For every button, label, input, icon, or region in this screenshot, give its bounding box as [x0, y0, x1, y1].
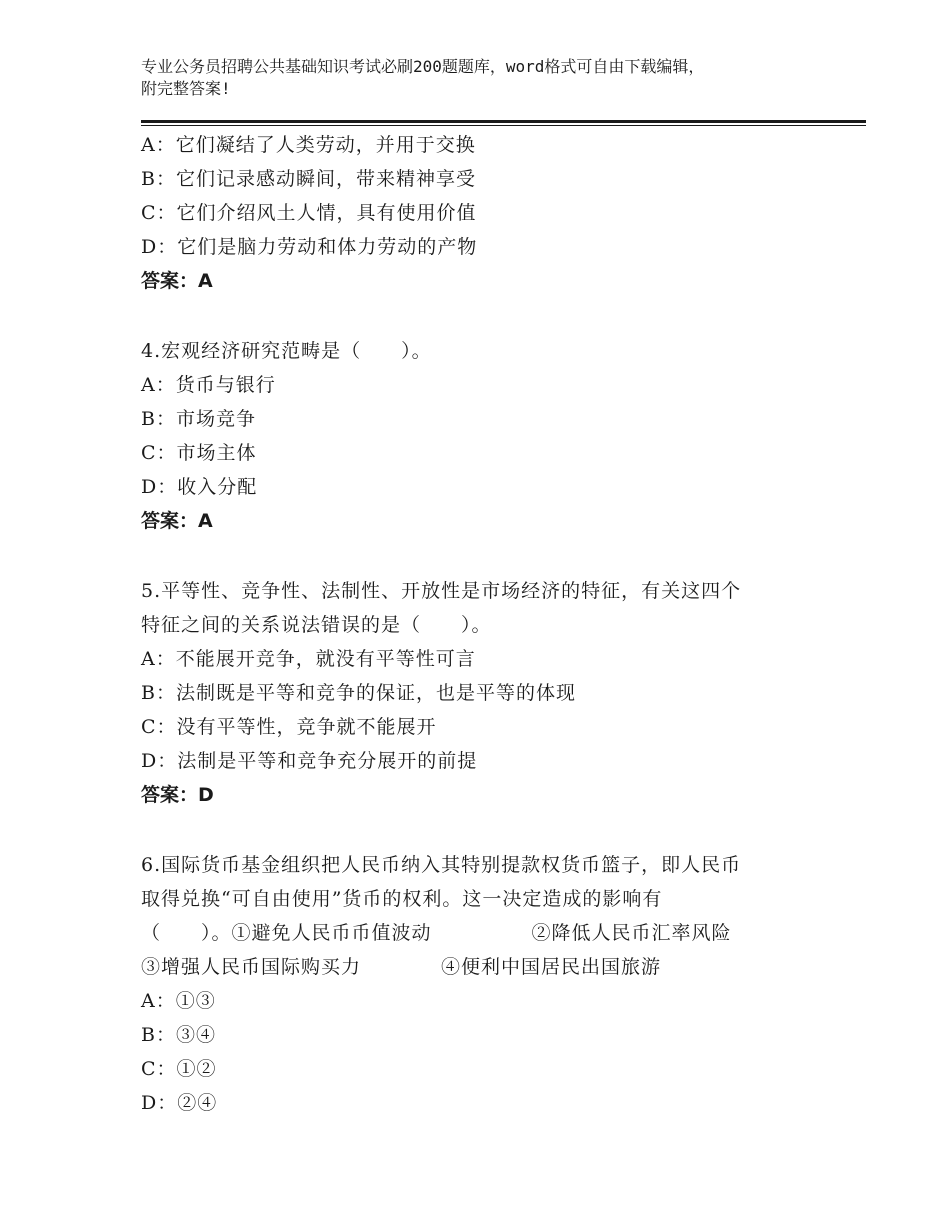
option-c: C：市场主体: [141, 442, 257, 464]
option-b: B：它们记录感动瞬间，带来精神享受: [141, 168, 476, 190]
header-divider-thick: [141, 120, 866, 123]
option-a: A：不能展开竞争，就没有平等性可言: [141, 648, 476, 670]
option-d: D：它们是脑力劳动和体力劳动的产物: [141, 236, 478, 258]
question-5: [141, 574, 821, 812]
option-c: C：①②: [141, 1058, 217, 1080]
header-line-1: 专业公务员招聘公共基础知识考试必刷200题题库，word格式可自由下载编辑，: [141, 57, 705, 76]
question-list: [141, 128, 821, 1120]
option-c: C：没有平等性，竞争就不能展开: [141, 716, 437, 738]
question-stem-line-1: 6.国际货币基金组织把人民币纳入其特别提款权货币篮子，即人民币: [141, 854, 742, 876]
question-stem-line-2: 取得兑换“可自由使用”货币的权利。这一决定造成的影响有: [141, 888, 663, 910]
option-b: B：法制既是平等和竞争的保证，也是平等的体现: [141, 682, 576, 704]
option-d: D：②④: [141, 1092, 218, 1114]
answer: 答案：D: [141, 784, 214, 806]
option-d: D：法制是平等和竞争充分展开的前提: [141, 750, 478, 772]
answer: 答案：A: [141, 510, 213, 532]
answer: 答案：A: [141, 270, 213, 292]
option-b: B：市场竞争: [141, 408, 256, 430]
option-a: A：它们凝结了人类劳动，并用于交换: [141, 134, 476, 156]
spacer: [141, 298, 821, 334]
option-a: A：①③: [141, 990, 216, 1012]
option-b: B：③④: [141, 1024, 216, 1046]
option-a: A：货币与银行: [141, 374, 276, 396]
question-6: [141, 848, 821, 1120]
question-3: [141, 128, 821, 298]
header-line-2: 附完整答案!: [141, 79, 231, 98]
spacer: [141, 538, 821, 574]
page-header: [141, 56, 861, 100]
question-stem-line-3: （ ）。①避免人民币币值波动 ②降低人民币汇率风险: [141, 922, 732, 944]
header-divider-thin: [141, 125, 866, 126]
question-4: [141, 334, 821, 538]
question-stem-line-1: 5.平等性、竞争性、法制性、开放性是市场经济的特征，有关这四个: [141, 580, 742, 602]
question-stem: 4.宏观经济研究范畴是（ ）。: [141, 340, 432, 362]
option-d: D：收入分配: [141, 476, 258, 498]
question-stem-line-4: ③增强人民币国际购买力 ④便利中国居民出国旅游: [141, 956, 662, 978]
spacer: [141, 812, 821, 848]
option-c: C：它们介绍风土人情，具有使用价值: [141, 202, 477, 224]
question-stem-line-2: 特征之间的关系说法错误的是（ ）。: [141, 614, 492, 636]
